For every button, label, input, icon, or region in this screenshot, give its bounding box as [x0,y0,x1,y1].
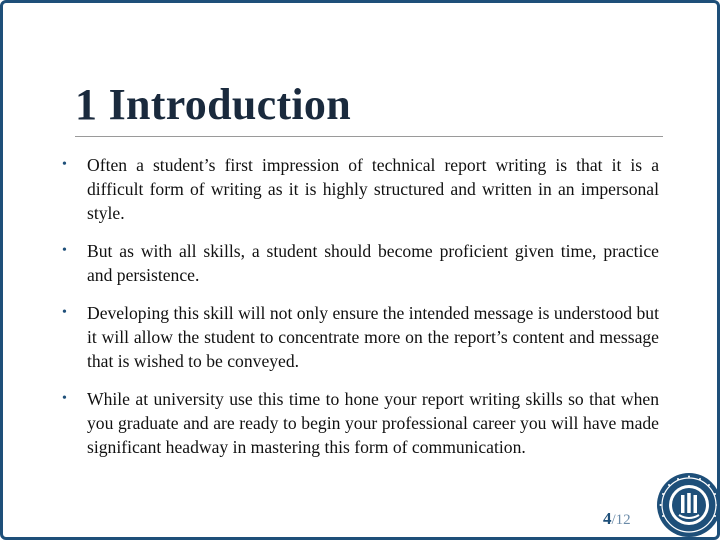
bullet-text: Developing this skill will not only ensure the intended message is understood but it will allow the student to concentrate more on the report’s content and message that is wished to be conveyed. [87,303,659,371]
bullet-icon: • [62,305,67,320]
bullet-item [61,387,659,459]
page-number [603,509,631,529]
bullet-text: But as with all skills, a student should become proficient given time, practice and persistence. [87,241,659,285]
bullet-icon: • [62,391,67,406]
bullet-icon: • [62,157,67,172]
bullet-list [61,153,659,473]
bullet-item [61,239,659,287]
bullet-item [61,153,659,225]
title-divider [75,136,663,137]
page-separator: / [611,512,616,528]
bullet-item [61,301,659,373]
university-seal-icon [655,471,720,539]
bullet-icon: • [62,243,67,258]
page-total: 12 [615,512,631,528]
page-current: 4 [603,509,612,528]
bullet-text: Often a student’s first impression of technical report writing is that it is a difficult form of writing as it is highly structured and written in an impersonal style. [87,155,659,223]
bullet-text: While at university use this time to hone your report writing skills so that when you graduate and are ready to begin your professional career you will have made significant headway in mastering this form of communication. [87,389,659,457]
slide-title: 1 Introduction [75,80,351,129]
